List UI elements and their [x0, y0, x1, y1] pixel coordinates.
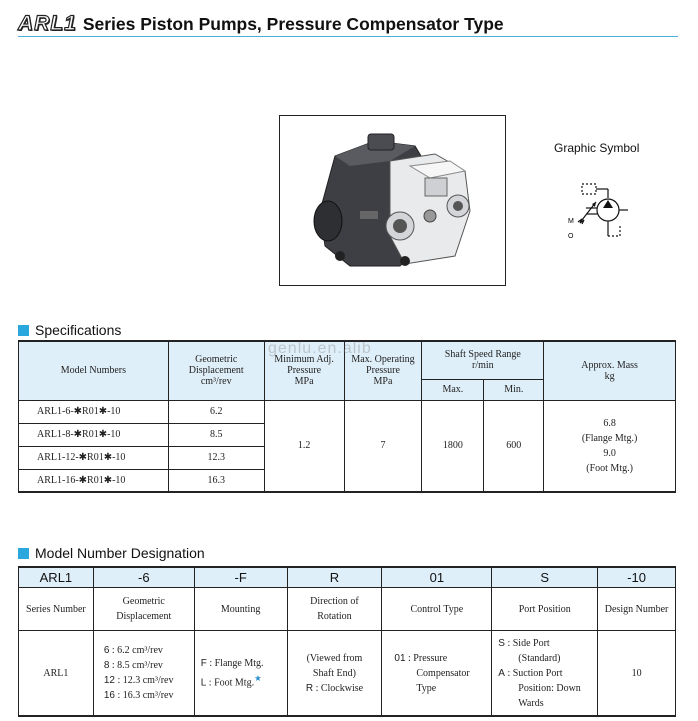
rotation-values: (Viewed from Shaft End) R : Clockwise — [287, 631, 382, 717]
code-rotation: R — [287, 567, 382, 588]
watermark: genlu.en.alib — [268, 340, 372, 357]
mass-value: 6.8 (Flange Mtg.) 9.0 (Foot Mtg.) — [544, 400, 676, 492]
header-shaft-speed: Shaft Speed Range r/min — [422, 341, 544, 379]
symbol-o-label: O — [568, 233, 574, 240]
header-mass: Approx. Mass kg — [544, 341, 676, 400]
label-mounting: Mounting — [194, 588, 287, 631]
label-design: Design Number — [598, 588, 676, 631]
designation-heading — [18, 545, 205, 561]
specifications-table — [18, 340, 676, 493]
star-icon: ★ — [254, 673, 262, 683]
label-displacement: Geometric Displacement — [93, 588, 194, 631]
label-port: Port Position — [492, 588, 598, 631]
specifications-heading — [18, 322, 121, 338]
code-control: 01 — [382, 567, 492, 588]
specifications-heading-text: Specifications — [35, 322, 122, 338]
code-mounting: -F — [194, 567, 287, 588]
header-speed-max: Max. — [422, 379, 484, 400]
table-row-displacement: 16.3 — [168, 469, 264, 492]
label-control: Control Type — [382, 588, 492, 631]
code-series: ARL1 — [19, 567, 94, 588]
control-values: 01 : Pressure Compensator Type — [382, 631, 492, 717]
header-min-pressure: Minimum Adj. Pressure MPa — [264, 341, 344, 400]
header-speed-min: Min. — [484, 379, 544, 400]
series-value: ARL1 — [19, 631, 94, 717]
label-series: Series Number — [19, 588, 94, 631]
speed-max-value: 1800 — [422, 400, 484, 492]
port-values: S : Side Port (Standard) A : Suction Port Position: Down Wards — [492, 631, 598, 717]
page-title: Series Piston Pumps, Pressure Compensator Type — [82, 13, 504, 34]
series-logo: ARL1 — [18, 12, 77, 35]
table-row-model: ARL1-16-✱R01✱-10 — [19, 469, 169, 492]
table-row-model: ARL1-6-✱R01✱-10 — [19, 400, 169, 423]
table-row-displacement: 6.2 — [168, 400, 264, 423]
table-row-displacement: 8.5 — [168, 423, 264, 446]
header-max-pressure: Max. Operating Pressure MPa — [344, 341, 422, 400]
section-bullet-icon — [18, 325, 29, 336]
designation-table — [18, 566, 676, 717]
max-pressure-value: 7 — [344, 400, 422, 492]
code-displacement: -6 — [93, 567, 194, 588]
design-value: 10 — [598, 631, 676, 717]
table-row-displacement: 12.3 — [168, 446, 264, 469]
graphic-symbol — [560, 180, 630, 247]
header-model: Model Numbers — [19, 341, 169, 400]
header-displacement: Geometric Displacement cm³/rev — [168, 341, 264, 400]
pump-photo — [279, 115, 506, 286]
section-bullet-icon — [18, 548, 29, 559]
header-rule — [18, 36, 678, 37]
displacement-values: 6 : 6.2 cm³/rev 8 : 8.5 cm³/rev 12 : 12.3 cm³/rev 16 : 16.3 cm³/rev — [93, 631, 194, 717]
min-pressure-value: 1.2 — [264, 400, 344, 492]
symbol-m-label: M — [568, 218, 574, 225]
table-row-model: ARL1-8-✱R01✱-10 — [19, 423, 169, 446]
page-header — [18, 12, 504, 36]
code-design: -10 — [598, 567, 676, 588]
code-port: S — [492, 567, 598, 588]
label-rotation: Direction of Rotation — [287, 588, 382, 631]
mounting-values: F : Flange Mtg. L : Foot Mtg.★ — [194, 631, 287, 717]
designation-heading-text: Model Number Designation — [35, 545, 205, 561]
speed-min-value: 600 — [484, 400, 544, 492]
graphic-symbol-label: Graphic Symbol — [554, 141, 640, 155]
table-row-model: ARL1-12-✱R01✱-10 — [19, 446, 169, 469]
